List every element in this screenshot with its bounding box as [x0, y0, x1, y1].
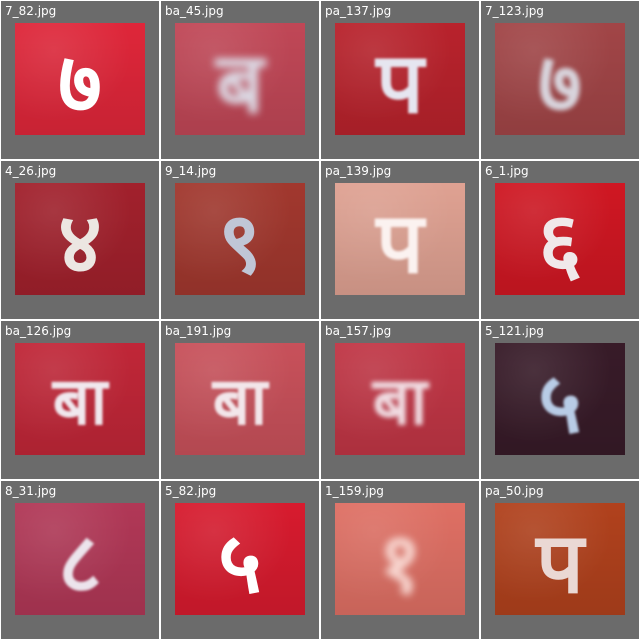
- glyph-image: ९: [218, 193, 262, 292]
- glyph-image: प: [536, 513, 584, 612]
- thumbnail-cell[interactable]: [1, 161, 159, 319]
- thumbnail-cell[interactable]: [481, 1, 639, 159]
- thumbnail-cell[interactable]: [321, 161, 479, 319]
- glyph-image: १: [378, 513, 422, 612]
- thumbnail-cell[interactable]: [1, 1, 159, 159]
- thumbnail-cell[interactable]: [1, 321, 159, 479]
- thumbnail-filename: 9_14.jpg: [165, 164, 217, 178]
- thumbnail-filename: 1_159.jpg: [325, 484, 384, 498]
- glyph-image: बा: [372, 363, 428, 440]
- thumbnail-filename: pa_50.jpg: [485, 484, 544, 498]
- glyph-image: ४: [58, 193, 102, 292]
- thumbnail-image: [15, 503, 145, 615]
- thumbnail-image: [15, 343, 145, 455]
- thumbnail-cell[interactable]: [1, 481, 159, 639]
- thumbnail-cell[interactable]: [481, 161, 639, 319]
- thumbnail-image: [495, 343, 625, 455]
- thumbnail-filename: ba_191.jpg: [165, 324, 232, 338]
- thumbnail-filename: ba_45.jpg: [165, 4, 224, 18]
- thumbnail-filename: ba_157.jpg: [325, 324, 392, 338]
- thumbnail-image: [15, 23, 145, 135]
- thumbnail-filename: 6_1.jpg: [485, 164, 529, 178]
- thumbnail-image: [175, 343, 305, 455]
- glyph-image: ७: [538, 33, 582, 132]
- thumbnail-image: [335, 183, 465, 295]
- thumbnail-filename: 8_31.jpg: [5, 484, 57, 498]
- thumbnail-filename: pa_137.jpg: [325, 4, 392, 18]
- thumbnail-cell[interactable]: [321, 1, 479, 159]
- thumbnail-filename: 7_123.jpg: [485, 4, 544, 18]
- thumbnail-image: [175, 183, 305, 295]
- glyph-image: ब: [216, 33, 264, 132]
- glyph-image: बा: [212, 363, 268, 440]
- thumbnail-filename: 4_26.jpg: [5, 164, 57, 178]
- thumbnail-image: [495, 503, 625, 615]
- thumbnail-image: [335, 503, 465, 615]
- thumbnail-image: [175, 23, 305, 135]
- glyph-image: ५: [538, 353, 582, 452]
- thumbnail-filename: ba_126.jpg: [5, 324, 72, 338]
- thumbnail-image: [15, 183, 145, 295]
- thumbnail-filename: 7_82.jpg: [5, 4, 57, 18]
- thumbnail-cell[interactable]: [481, 321, 639, 479]
- thumbnail-cell[interactable]: [481, 481, 639, 639]
- thumbnail-image: [175, 503, 305, 615]
- thumbnail-image: [335, 343, 465, 455]
- thumbnail-image: [495, 183, 625, 295]
- thumbnail-filename: pa_139.jpg: [325, 164, 392, 178]
- thumbnail-cell[interactable]: [321, 321, 479, 479]
- glyph-image: ५: [218, 513, 262, 612]
- glyph-image: ७: [58, 33, 102, 132]
- thumbnail-cell[interactable]: [161, 1, 319, 159]
- thumbnail-cell[interactable]: [161, 481, 319, 639]
- thumbnail-cell[interactable]: [321, 481, 479, 639]
- glyph-image: प: [376, 193, 424, 292]
- glyph-image: ६: [538, 193, 582, 292]
- thumbnail-image: [335, 23, 465, 135]
- thumbnail-image: [495, 23, 625, 135]
- glyph-image: प: [376, 33, 424, 132]
- thumbnail-filename: 5_121.jpg: [485, 324, 544, 338]
- glyph-image: बा: [52, 363, 108, 440]
- glyph-image: ८: [58, 513, 102, 612]
- thumbnail-filename: 5_82.jpg: [165, 484, 217, 498]
- thumbnail-cell[interactable]: [161, 321, 319, 479]
- thumbnail-cell[interactable]: [161, 161, 319, 319]
